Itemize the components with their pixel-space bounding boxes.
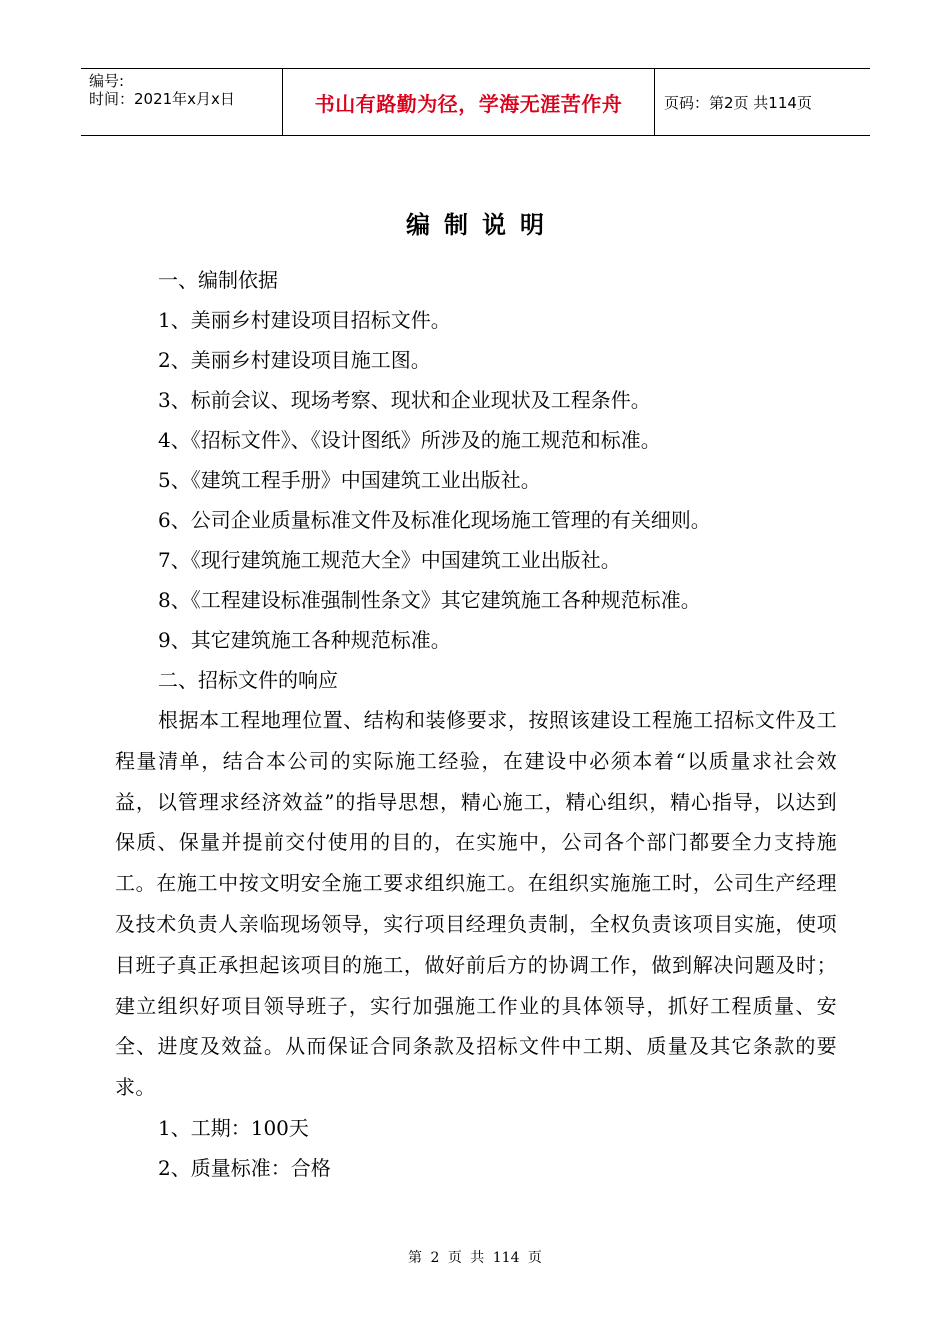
document-body [115, 260, 837, 1188]
list-item: 6、公司企业质量标准文件及标准化现场施工管理的有关细则。 [158, 508, 711, 532]
section-heading-response: 二、招标文件的响应 [158, 668, 338, 692]
list-item: 9、其它建筑施工各种规范标准。 [158, 628, 451, 652]
list-item: 1、美丽乡村建设项目招标文件。 [158, 308, 451, 332]
section-heading-basis: 一、编制依据 [158, 268, 278, 292]
header-meta-cell [81, 69, 282, 135]
list-item: 2、质量标准：合格 [158, 1155, 331, 1180]
list-item: 7、《现行建筑施工规范大全》中国建筑工业出版社。 [158, 548, 621, 572]
serial-number-label: 编号: [89, 72, 125, 90]
document-title: 编制说明 [406, 211, 558, 239]
list-item: 1、工期：100天 [158, 1115, 309, 1140]
list-item: 3、标前会议、现场考察、现状和企业现状及工程条件。 [158, 388, 651, 412]
time-label: 时间：2021年x月x日 [89, 90, 235, 108]
list-item: 8、《工程建设标准强制性条文》其它建筑施工各种规范标准。 [158, 588, 701, 612]
list-item: 2、美丽乡村建设项目施工图。 [158, 348, 431, 372]
page-footer: 第 2 页 共 114 页 [408, 1250, 542, 1266]
header-table [81, 68, 870, 136]
list-item: 5、《建筑工程手册》中国建筑工业出版社。 [158, 468, 541, 492]
header-motto: 书山有路勤为径，学海无涯苦作舟 [282, 69, 655, 135]
list-item: 4、《招标文件》、《设计图纸》所涉及的施工规范和标准。 [158, 428, 661, 452]
header-page-info: 页码：第2页 共114页 [664, 93, 812, 112]
response-paragraph: 根据本工程地理位置、结构和装修要求，按照该建设工程施工招标文件及工程量清单，结合本公司的实际施工经验，在建设中必须本着“以质量求社会效益，以管理求经济效益”的指导思想，精心施工，精心组织，精心指导，以达到保质、保量并提前交付使用的目的，在实施中，公司各个部门都要全力支持施工。在施工中按文明安全施工要求组织施工。在组织实施施工时，公司生产经理及技术负责人亲临现场领导，实行项目经理负责制，全权负责该项目实施，使项目班子真正承担起该项目的施工，做好前后方的协调工作，做到解决问题及时；建立组织好项目领导班子，实行加强施工作业的具体领导，抓好工程质量、安全、进度及效益。从而保证合同条款及招标文件中工期、质量及其它条款的要求。 [115, 708, 837, 1100]
